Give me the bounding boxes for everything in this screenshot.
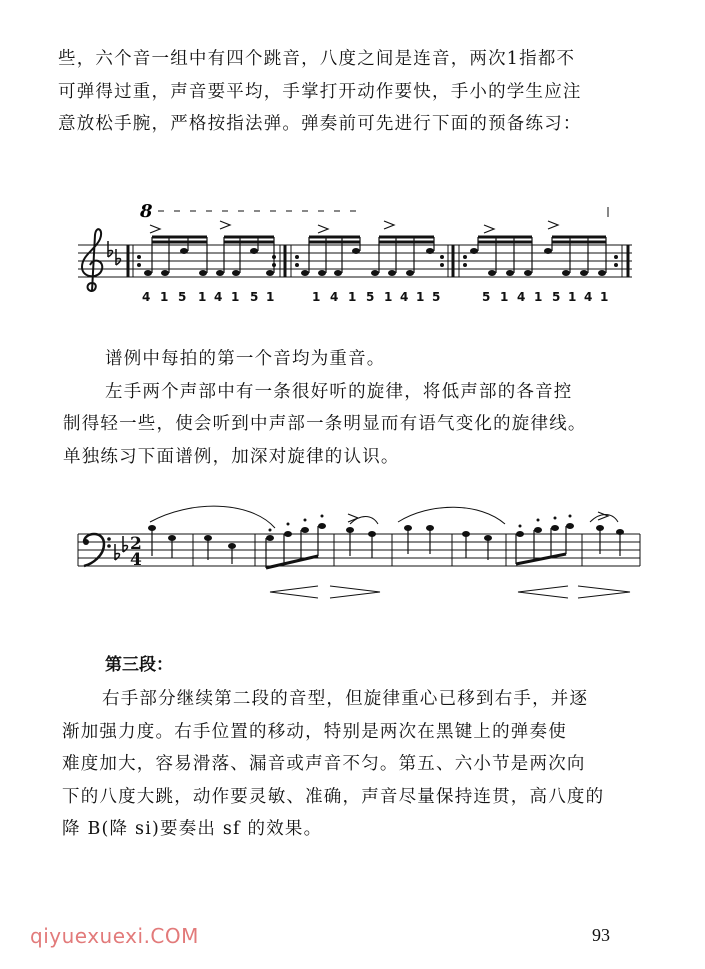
fingering-number: 1 <box>348 290 357 304</box>
notes <box>148 523 624 549</box>
text-line: 降 B(降 si)要奏出 sf 的效果。 <box>62 819 323 839</box>
treble-clef-icon <box>82 229 102 291</box>
notes <box>144 248 606 276</box>
paragraph-melody <box>63 343 665 473</box>
music-example-1 <box>0 195 705 310</box>
fingering-number: 4 <box>330 290 339 304</box>
text-line: 下的八度大跳，动作要灵敏、准确，声音尽量保持连贯，高八度的 <box>62 786 605 807</box>
fingering-number: 1 <box>568 290 577 304</box>
fingering-number: 1 <box>312 290 321 304</box>
fingering-number: 1 <box>198 290 207 304</box>
section-heading: 第三段： <box>105 655 173 675</box>
fingering-number: 5 <box>482 290 491 304</box>
text-line: 制得轻一些，使会听到中声部一条明显而有语气变化的旋律线。 <box>63 414 587 434</box>
fingering-number: 1 <box>160 290 169 304</box>
fingering-number: 1 <box>416 290 425 304</box>
time-signature-top: 2 <box>130 534 142 554</box>
fingering-number: 5 <box>552 290 561 304</box>
text-line: 左手两个声部中有一条很好听的旋律，将低声部的各音控 <box>105 381 573 402</box>
fingering-row <box>142 290 608 304</box>
fingering-number: 4 <box>400 290 409 304</box>
text-line: 右手部分继续第二段的音型，但旋律重心已移到右手，并逐 <box>102 689 589 709</box>
fingering-number: 1 <box>384 290 393 304</box>
music-example-2 <box>0 498 705 608</box>
text-line: 可弹得过重，声音要平均，手掌打开动作要快，手小的学生应注 <box>58 81 582 102</box>
time-signature-bottom: 4 <box>130 550 142 570</box>
text-line: 谱例中每拍的第一个音均为重音。 <box>105 349 386 369</box>
text-line: 难度加大，容易滑落、漏音或声音不匀。第五、六小节是两次向 <box>62 754 586 774</box>
octave-mark: 8 <box>140 201 153 222</box>
fingering-number: 5 <box>366 290 375 304</box>
paragraph-intro <box>58 43 658 141</box>
fingering-number: 4 <box>517 290 526 304</box>
text-line: 单独练习下面谱例，加深对旋律的认识。 <box>63 446 400 467</box>
fingering-number: 5 <box>178 290 187 304</box>
paragraph-section-3 <box>62 683 667 846</box>
watermark-logo: qiyuexuexi.COM <box>30 924 199 948</box>
fingering-number: 1 <box>534 290 543 304</box>
fingering-number: 1 <box>500 290 509 304</box>
fingering-number: 4 <box>142 290 151 304</box>
fingering-number: 1 <box>600 290 609 304</box>
fingering-number: 1 <box>266 290 275 304</box>
text-line: 意放松手腕，严格按指法弹。弹奏前可先进行下面的预备练习： <box>58 114 582 134</box>
fingering-number: 5 <box>250 290 259 304</box>
text-line: 渐加强力度。右手位置的移动，特别是两次在黑键上的弹奏使 <box>62 721 567 742</box>
fingering-number: 4 <box>584 290 593 304</box>
text-line: 些，六个音一组中有四个跳音，八度之间是连音，两次1指都不 <box>58 49 576 69</box>
fingering-number: 5 <box>432 290 441 304</box>
fingering-number: 4 <box>214 290 223 304</box>
key-signature-flat-icon <box>115 536 128 560</box>
page-number: 93 <box>592 925 610 945</box>
fingering-number: 1 <box>231 290 240 304</box>
